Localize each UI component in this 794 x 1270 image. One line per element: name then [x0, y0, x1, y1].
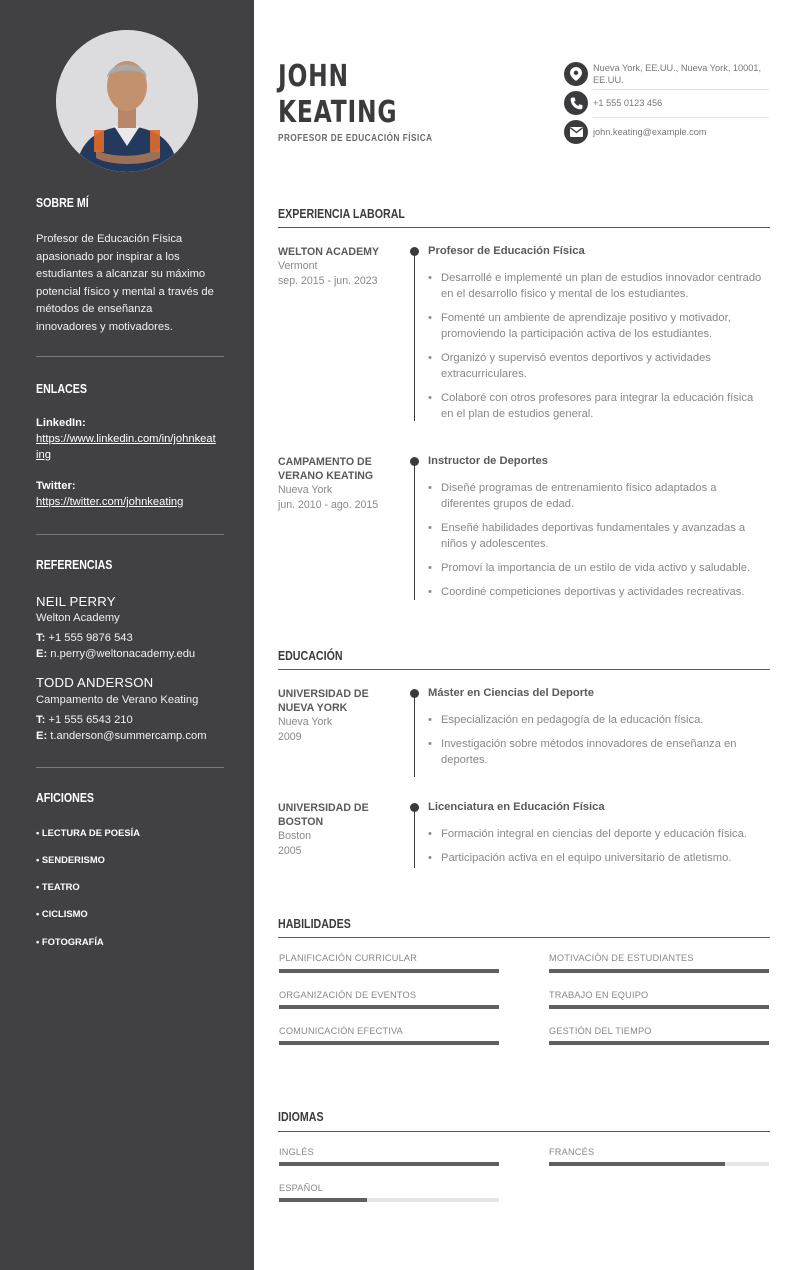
- graduation-year: 2009: [278, 731, 302, 743]
- reference-org: Campamento de Verano Keating: [36, 694, 199, 706]
- job-title: PROFESOR DE EDUCACIÓN FÍSICA: [278, 133, 433, 144]
- institution-name: UNIVERSIDAD DE NUEVA YORK: [278, 688, 369, 714]
- twitter-link[interactable]: https://twitter.com/johnkeating: [36, 496, 184, 508]
- skill-label: GESTIÓN DEL TIEMPO: [549, 1026, 652, 1036]
- linkedin-link-block: [36, 417, 224, 463]
- twitter-link-block: [36, 480, 224, 510]
- hobbies-heading: AFICIONES: [36, 790, 95, 805]
- reference-name: TODD ANDERSON: [36, 675, 154, 690]
- section-rule: [278, 227, 770, 228]
- timeline-dot: [410, 457, 419, 466]
- organization-location: Vermont: [278, 260, 318, 272]
- graduation-year: 2005: [278, 845, 302, 857]
- timeline-dot: [410, 247, 419, 256]
- language-bar: [279, 1162, 499, 1166]
- skill-bar: [549, 969, 769, 973]
- profile-photo-illustration: [56, 30, 198, 172]
- references-heading: REFERENCIAS: [36, 557, 113, 572]
- linkedin-label: LinkedIn:: [36, 417, 86, 429]
- hobby-item: • CICLISMO: [36, 908, 88, 919]
- timeline-line: [414, 461, 415, 600]
- name-last: KEATING: [278, 95, 398, 130]
- bullet-item: • Formación integral en ciencias del deporte y educación física.: [428, 826, 768, 842]
- reference-name: NEIL PERRY: [36, 594, 116, 609]
- language-fill: [279, 1162, 499, 1166]
- date-range: jun. 2010 - ago. 2015: [278, 499, 379, 511]
- bullet-item: • Diseñé programas de entrenamiento físico adaptados a diferentes grupos de edad.: [428, 480, 768, 512]
- hobby-item: • LECTURA DE POESÍA: [36, 827, 140, 838]
- bullet-item: • Investigación sobre métodos innovadores de enseñanza en deportes.: [428, 736, 768, 768]
- name-first: JOHN: [278, 59, 349, 94]
- bullet-item: • Enseñé habilidades deportivas fundamentales y avanzadas a niños y adolescentes.: [428, 520, 768, 552]
- language-label: INGLÉS: [279, 1147, 314, 1157]
- hobby-item: • TEATRO: [36, 881, 80, 892]
- skill-label: ORGANIZACIÓN DE EVENTOS: [279, 990, 417, 1000]
- bullet-item: • Colaboré con otros profesores para integrar la educación física en el plan de estudios general.: [428, 390, 768, 422]
- links-heading: ENLACES: [36, 381, 87, 396]
- reference-email-value: t.anderson@summercamp.com: [50, 730, 207, 742]
- divider: [593, 117, 769, 118]
- skill-bar: [279, 1005, 499, 1009]
- skill-fill: [549, 1005, 769, 1009]
- divider: [36, 534, 224, 535]
- experience-org-block: [278, 455, 400, 512]
- skill-bar: [549, 1041, 769, 1045]
- bullet-item: • Participación activa en el equipo universitario de atletismo.: [428, 850, 768, 866]
- skill-fill: [279, 1005, 499, 1009]
- language-fill: [549, 1162, 725, 1166]
- skill-bar: [279, 969, 499, 973]
- language-fill: [279, 1198, 367, 1202]
- degree-title: Máster en Ciencias del Deporte: [428, 687, 595, 699]
- education-org-block: [278, 801, 400, 858]
- bullet-item: • Organizó y supervisó eventos deportivos y actividades extracurriculares.: [428, 350, 768, 382]
- reference-email: [36, 648, 195, 660]
- email-label: E:: [36, 648, 48, 660]
- sidebar: [0, 0, 254, 1270]
- reference-phone: [36, 714, 133, 726]
- language-label: FRANCÉS: [549, 1147, 595, 1157]
- linkedin-link[interactable]: https://www.linkedin.com/in/johnkeating: [36, 433, 216, 461]
- twitter-label: Twitter:: [36, 480, 76, 492]
- timeline-line: [414, 807, 415, 868]
- bullet-item: • Especialización en pedagogía de la educación física.: [428, 712, 768, 728]
- language-bar: [549, 1162, 769, 1166]
- skill-label: MOTIVACIÓN DE ESTUDIANTES: [549, 953, 694, 963]
- section-rule: [278, 937, 770, 938]
- skill-fill: [549, 969, 769, 973]
- institution-name: UNIVERSIDAD DE BOSTON: [278, 802, 369, 828]
- reference-email-value: n.perry@weltonacademy.edu: [50, 648, 196, 660]
- languages-heading: IDIOMAS: [278, 1109, 324, 1124]
- institution-location: Boston: [278, 830, 311, 842]
- reference-phone-value: +1 555 9876 543: [48, 632, 133, 644]
- timeline-dot: [410, 803, 419, 812]
- divider: [36, 356, 224, 357]
- organization-name: WELTON ACADEMY: [278, 246, 380, 258]
- divider: [36, 767, 224, 768]
- skill-label: COMUNICACIÓN EFECTIVA: [279, 1026, 403, 1036]
- experience-heading: EXPERIENCIA LABORAL: [278, 206, 405, 221]
- date-range: sep. 2015 - jun. 2023: [278, 275, 378, 287]
- timeline-line: [414, 251, 415, 421]
- timeline-line: [414, 693, 415, 777]
- bullet-item: • Fomenté un ambiente de aprendizaje positivo y motivador, promoviendo la participación activa de los estudiantes.: [428, 310, 768, 342]
- about-heading: SOBRE MÍ: [36, 195, 89, 210]
- phone-label: T:: [36, 632, 46, 644]
- skill-fill: [279, 969, 499, 973]
- reference-phone: [36, 632, 133, 644]
- skill-bar: [549, 1005, 769, 1009]
- skill-label: PLANIFICACIÓN CURRICULAR: [279, 953, 418, 963]
- skill-label: TRABAJO EN EQUIPO: [549, 990, 649, 1000]
- reference-phone-value: +1 555 6543 210: [48, 714, 133, 726]
- hobby-item: • SENDERISMO: [36, 854, 105, 865]
- bullet-item: • Desarrollé e implementé un plan de estudios innovador centrado en el desarrollo físico y mental de los estudiantes.: [428, 270, 768, 302]
- degree-title: Licenciatura en Educación Física: [428, 801, 605, 813]
- experience-org-block: [278, 245, 400, 288]
- skill-fill: [549, 1041, 769, 1045]
- bullet-item: • Promoví la importancia de un estilo de vida activo y saludable.: [428, 560, 768, 576]
- organization-location: Nueva York: [278, 484, 333, 496]
- section-rule: [278, 1131, 770, 1132]
- divider: [593, 89, 769, 90]
- organization-name: CAMPAMENTO DE VERANO KEATING: [278, 456, 374, 482]
- section-rule: [278, 669, 770, 670]
- education-org-block: [278, 687, 400, 744]
- role-title: Profesor de Educación Física: [428, 245, 585, 257]
- about-text: Profesor de Educación Física apasionado por inspirar a los estudiantes a alcanzar su máximo potencial físico y mental a través de métodos de enseñanza innovadores y motivadores.: [36, 233, 214, 333]
- reference-org: Welton Academy: [36, 612, 120, 624]
- role-title: Instructor de Deportes: [428, 455, 548, 467]
- phone-label: T:: [36, 714, 46, 726]
- education-heading: EDUCACIÓN: [278, 648, 343, 663]
- skills-heading: HABILIDADES: [278, 916, 351, 931]
- location-pin-icon: [564, 62, 588, 86]
- reference-email: [36, 730, 207, 742]
- language-bar: [279, 1198, 499, 1202]
- phone-icon: [564, 91, 588, 115]
- contact-phone: +1 555 0123 456: [593, 98, 663, 108]
- hobby-item: • FOTOGRAFÍA: [36, 936, 104, 947]
- email-label: E:: [36, 730, 48, 742]
- contact-email[interactable]: john.keating@example.com: [593, 127, 707, 137]
- email-icon: [564, 120, 588, 144]
- language-label: ESPAÑOL: [279, 1183, 324, 1193]
- profile-photo: [56, 30, 198, 172]
- skill-fill: [279, 1041, 499, 1045]
- bullet-item: • Coordiné competiciones deportivas y actividades recreativas.: [428, 584, 768, 600]
- institution-location: Nueva York: [278, 716, 333, 728]
- skill-bar: [279, 1041, 499, 1045]
- contact-location: Nueva York, EE.UU., Nueva York, 10001, EE.UU.: [593, 63, 762, 85]
- timeline-dot: [410, 689, 419, 698]
